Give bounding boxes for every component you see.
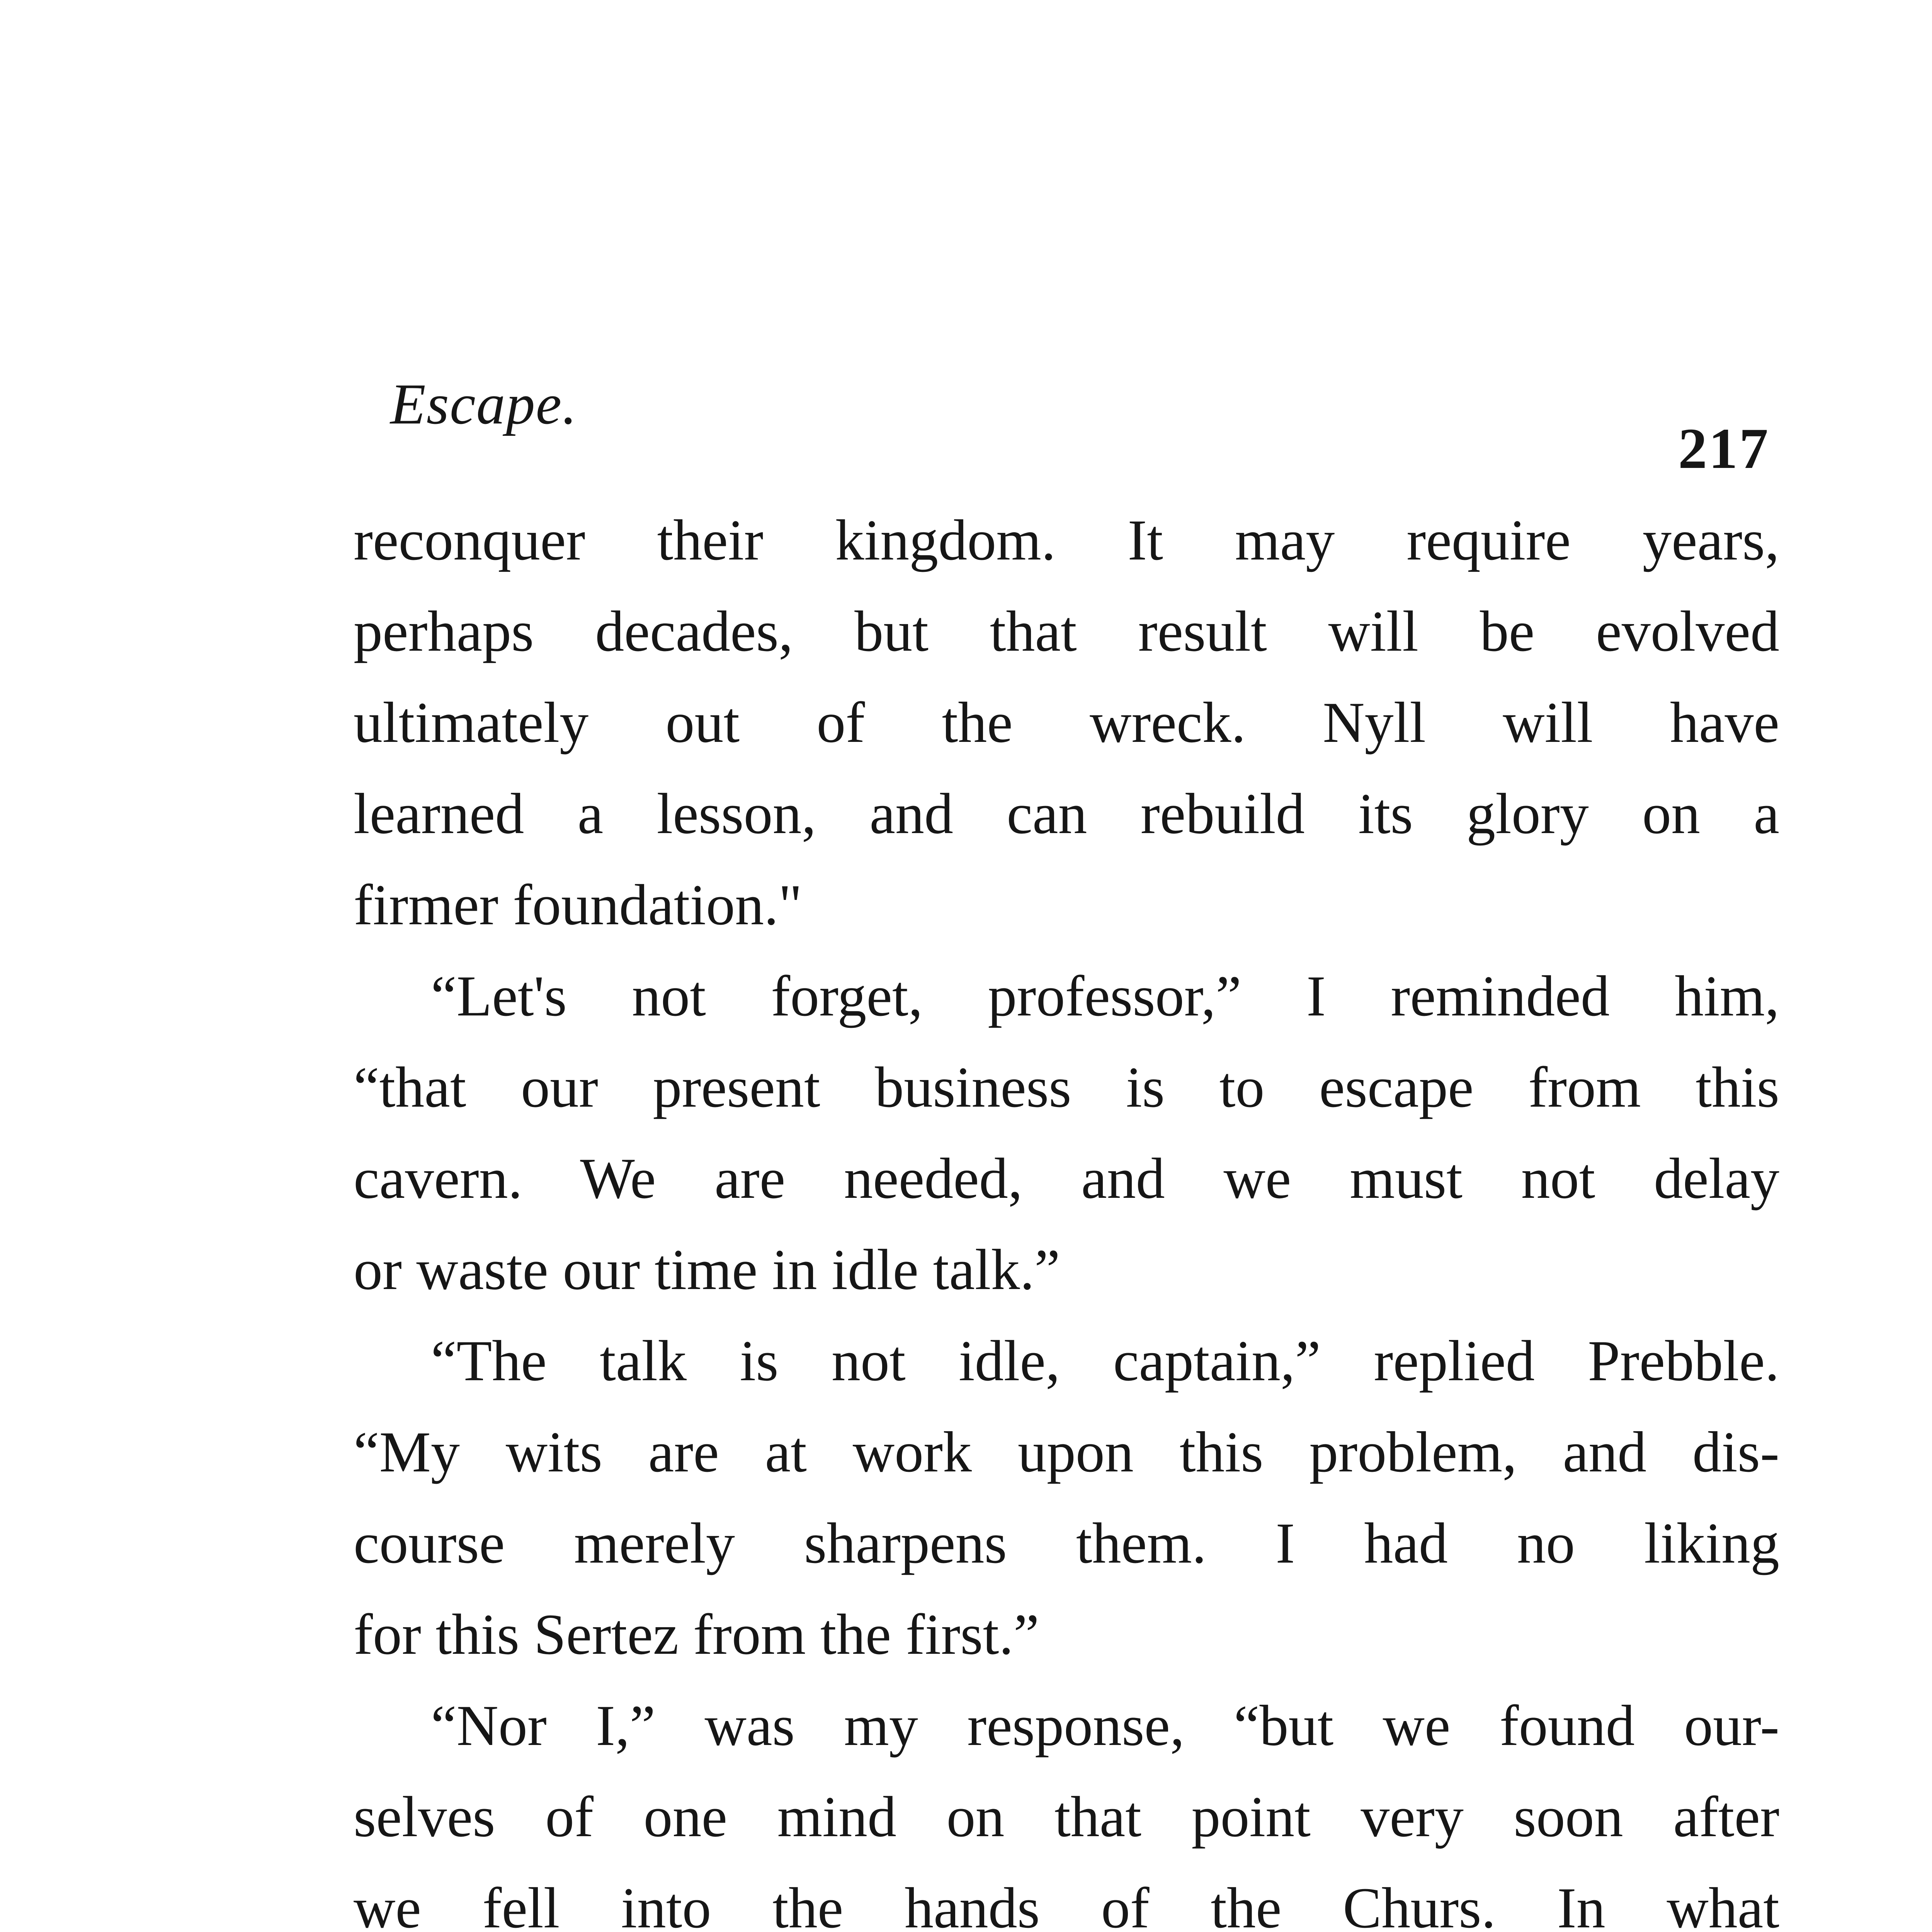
text-line: “The talk is not idle, captain,” replied Prebble. (431, 1329, 1779, 1393)
text-line: or waste our time in idle talk.” (354, 1238, 1060, 1302)
text-line: perhaps decades, but that result will be evolved (354, 599, 1779, 663)
text-line: ultimately out of the wreck. Nyll will have (354, 690, 1779, 755)
text-line: course merely sharpens them. I had no liking (354, 1511, 1779, 1575)
text-line: “that our present business is to escape from this (354, 1055, 1779, 1119)
text-line: selves of one mind on that point very soon after (354, 1785, 1779, 1849)
running-title: Escape. (390, 372, 578, 436)
text-line: we fell into the hands of the Churs. In what (354, 1876, 1779, 1932)
text-line: reconquer their kingdom. It may require years, (354, 508, 1779, 572)
text-line: “My wits are at work upon this problem, and dis- (354, 1420, 1779, 1484)
text-line: cavern. We are needed, and we must not delay (354, 1146, 1779, 1211)
page-number: 217 (1678, 417, 1770, 481)
body-text (354, 495, 1779, 1932)
text-line: firmer foundation." (354, 873, 802, 937)
text-line: for this Sertez from the first.” (354, 1602, 1039, 1667)
text-line: learned a lesson, and can rebuild its glory on a (354, 782, 1779, 846)
text-line: “Nor I,” was my response, “but we found our- (431, 1694, 1779, 1758)
text-line: “Let's not forget, professor,” I reminded him, (431, 964, 1779, 1028)
